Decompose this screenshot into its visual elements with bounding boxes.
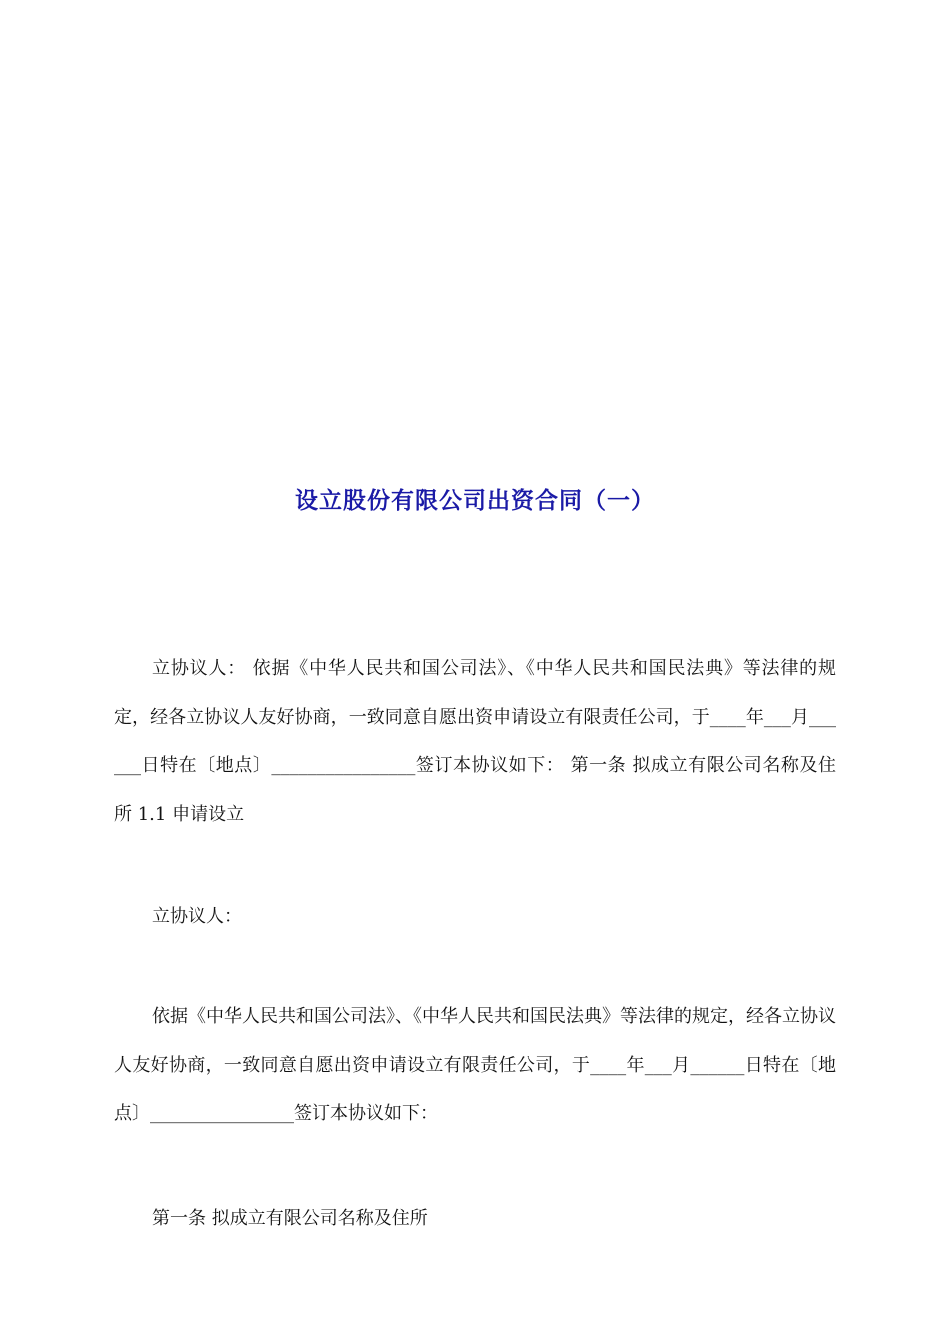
document-title: 设立股份有限公司出资合同（一） xyxy=(295,487,655,514)
paragraph-intro: 立协议人： 依据《中华人民共和国公司法》、《中华人民共和国民法典》等法律的规定，经各立协议人友好协商，一致同意自愿出资申请设立有限责任公司，于____年___月______日特在〔地点〕________________签订本协议如下： 第一条 拟成立有限公司名称及住所 1.1 申请设立 xyxy=(114,658,836,825)
paragraph-basis: 依据《中华人民共和国公司法》、《中华人民共和国民法典》等法律的规定，经各立协议人友好协商，一致同意自愿出资申请设立有限责任公司，于____年___月______日特在〔地点〕________________签订本协议如下： xyxy=(114,1006,836,1124)
paragraph-article-one: 第一条 拟成立有限公司名称及住所 xyxy=(152,1208,428,1229)
paragraph-parties: 立协议人： xyxy=(152,906,242,927)
